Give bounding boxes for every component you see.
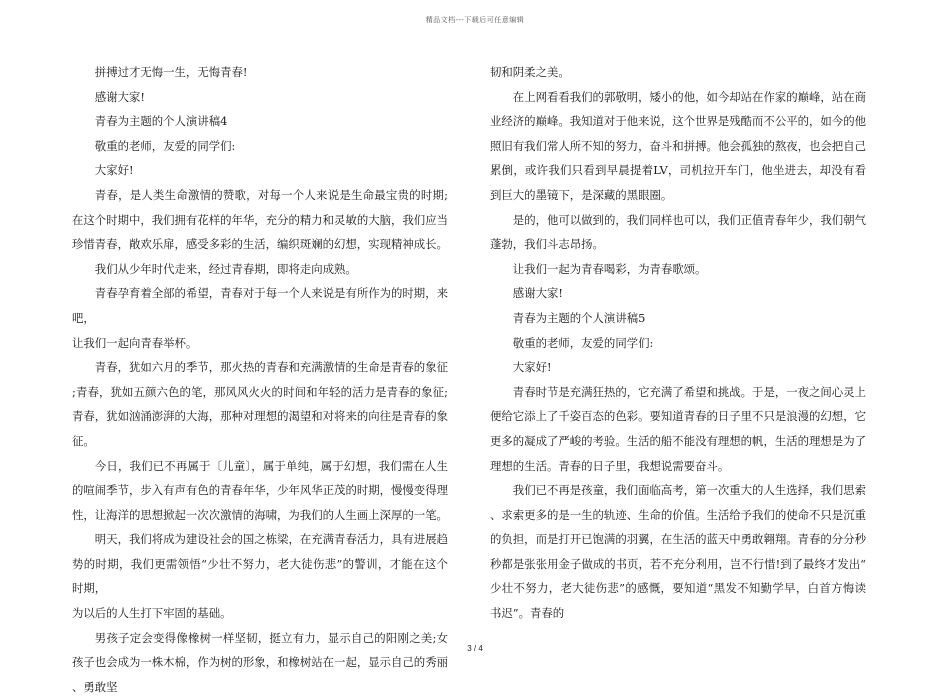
- paragraph: 明天，我们将成为建设社会的国之栋梁，在充满青春活力，具有进展趋势的时期，我们更需领悟“少壮不努力，老大徒伤悲”的警训，才能在这个时期，: [72, 532, 448, 596]
- paragraph: 青春孕育着全部的希望，青春对于每一个人来说是有所作为的时期，来吧，: [72, 286, 448, 325]
- paragraph: 敬重的老师，友爱的同学们:: [94, 138, 236, 153]
- paragraph: 让我们一起向青春举杯。: [72, 335, 198, 350]
- paragraph: 感谢大家!: [512, 286, 563, 301]
- paragraph: 我们从少年时代走来，经过青春期，即将走向成熟。: [94, 261, 357, 276]
- page-header: 精品文档---下载后可任意编辑: [425, 16, 525, 24]
- left-text-column: [72, 60, 448, 699]
- paragraph: 让我们一起为青春喝彩，为青春歌颂。: [512, 261, 707, 276]
- paragraph: 青春为主题的个人演讲稿4: [94, 114, 228, 129]
- paragraph: 感谢大家!: [94, 89, 145, 104]
- paragraph: 大家好!: [512, 360, 552, 375]
- paragraph: 青春，犹如六月的季节，那火热的青春和充满激情的生命是青春的象征;青春，犹如五颜六色的笔，那风风火火的时间和年轻的活力是青春的象征;青春，犹如汹涌澎湃的大海，那种对理想的渴望和对将来的向往是青春的象征。: [72, 360, 448, 448]
- paragraph: 在上网看看我们的郭敬明，矮小的他，如今却站在作家的巅峰，站在商业经济的巅峰。我知道对于他来说，这个世界是残酷而不公平的，如今的他照旧有我们常人所不知的努力，奋斗和拼搏。他会孤独的熬夜，也会把自己累倒，或许我们只看到早晨提着LV，司机拉开车门，他坐进去，却没有看到巨大的墨镜下，是深藏的黑眼圈。: [490, 89, 866, 202]
- paragraph: 男孩子定会变得像橡树一样坚韧，挺立有力，显示自己的阳刚之美;女孩子也会成为一株木棉，作为树的形象，和橡树站在一起，显示自己的秀丽、勇敢坚: [72, 630, 448, 694]
- paragraph: 韧和阴柔之美。: [490, 65, 570, 79]
- page-number: 3 / 4: [467, 644, 483, 653]
- paragraph: 青春时节是充满狂热的，它充满了希望和挑战。于是，一夜之间心灵上便给它添上了千姿百态的色彩。要知道青春的日子里不只是浪漫的幻想，它更多的凝成了严峻的考验。生活的船不能没有理想的帆，生活的理想是为了理想的生活。青春的日子里，我想说需要奋斗。: [490, 384, 866, 473]
- paragraph: 拼搏过才无悔一生，无悔青春!: [94, 65, 248, 79]
- paragraph: 为以后的人生打下牢固的基础。: [72, 606, 232, 621]
- right-text-column: [490, 60, 866, 626]
- paragraph: 青春，是人类生命激情的赞歌，对每一个人来说是生命最宝贵的时期;在这个时期中，我们拥有花样的年华，充分的精力和灵敏的大脑，我们应当珍惜青春，敞欢乐扉，感受多彩的生活，编织斑斓的幻想，实现精神成长。: [72, 187, 448, 252]
- paragraph: 大家好!: [94, 163, 134, 178]
- paragraph: 我们已不再是孩童，我们面临高考，第一次重大的人生选择，我们思索、求索更多的是一生的轨迹、生命的价值。生活给予我们的使命不只是沉重的负担，而是打开已饱满的羽翼，在生活的蓝天中勇敢翱翔。青春的分分秒秒都是张张用金子做成的书页，若不充分利用，岂不行惜!到了最终才发出“少壮不努力，老大徒伤悲”的感慨，要知道“黑发不知勤学早，白首方悔读书迟”。青春的: [490, 483, 866, 621]
- paragraph: 敬重的老师，友爱的同学们:: [512, 335, 654, 350]
- paragraph: 今日，我们已不再属于〔儿童〕，属于单纯，属于幻想，我们需在人生的喧闹季节，步入有声有色的青春年华，少年风华正茂的时期，慢慢变得理性，让海洋的思想掀起一次次激情的海啸，为我们的人生画上深厚的一笔。: [72, 458, 448, 522]
- paragraph: 是的，他可以做到的，我们同样也可以，我们正值青春年少，我们朝气蓬勃，我们斗志昂扬。: [490, 212, 866, 252]
- paragraph: 青春为主题的个人演讲稿5: [512, 310, 646, 325]
